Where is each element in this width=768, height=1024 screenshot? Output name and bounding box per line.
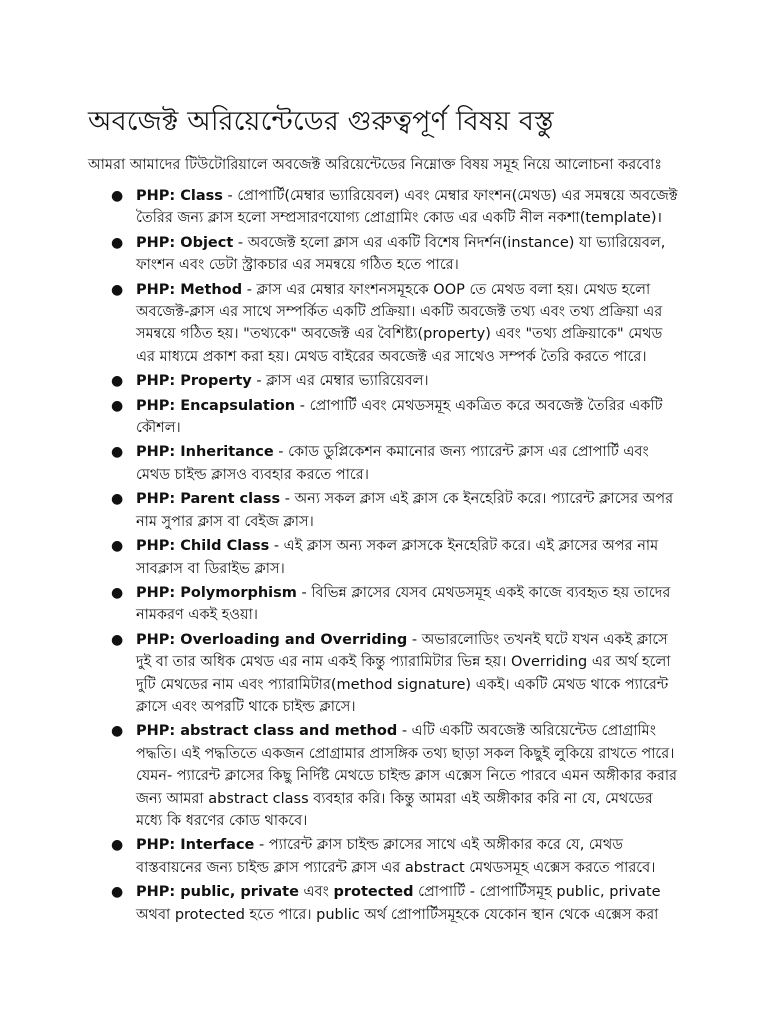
list-item-abstract-class xyxy=(88,720,682,832)
bullet-icon: ● xyxy=(111,281,124,298)
topic-term: PHP: abstract class and method xyxy=(136,723,398,740)
bullet-icon: ● xyxy=(111,631,124,648)
topic-description: - এটি একটি অবজেক্ট অরিয়েন্টেড প্রোগ্রামিং পদ্ধতি। এই পদ্ধতিতে একজন প্রোগ্রামার প্রাসঙ্গিক তথ্য ছাড়া সকল কিছুই লুকিয়ে রাখতে পারে। যেমন- প্যারেন্ট ক্লাসের কিছু নির্দিষ্ট মেথডে চাইল্ড ক্লাস এক্সেস নিতে পারবে এমন অঙ্গীকার করার জন্য আমরা abstract class ব্যবহার করি। কিন্তু আমরা এই অঙ্গীকার করি না যে, মেথডের মধ্যে কি ধরণের কোড থাকবে। xyxy=(136,723,678,829)
bullet-icon: ● xyxy=(111,491,124,508)
topic-term-secondary: protected xyxy=(333,884,414,901)
bullet-icon: ● xyxy=(111,188,124,204)
topic-term: PHP: Encapsulation xyxy=(136,397,296,414)
list-item-interface xyxy=(88,834,682,879)
topic-description: - অবজেক্ট হলো ক্লাস এর একটি বিশেষ নিদর্শন(instance) যা ভ্যারিয়েবল, ফাংশন এবং ডেটা স্ট্রাকচার এর সমন্বয়ে গঠিত হতে পারে। xyxy=(136,234,666,274)
bullet-icon: ● xyxy=(111,837,124,854)
bullet-icon: ● xyxy=(111,723,124,740)
topic-term: PHP: Interface xyxy=(136,837,255,854)
topic-term: PHP: Overloading and Overriding xyxy=(136,631,408,648)
bullet-icon: ● xyxy=(111,444,124,461)
topic-term: PHP: Child Class xyxy=(136,538,270,555)
topic-term: PHP: Parent class xyxy=(136,491,281,508)
list-item-property xyxy=(88,370,682,392)
list-item-parent-class xyxy=(88,488,682,533)
bullet-icon: ● xyxy=(111,538,124,555)
topic-term: PHP: Class xyxy=(136,188,223,204)
list-item-polymorphism xyxy=(88,582,682,627)
list-item-object xyxy=(88,232,682,277)
bullet-icon: ● xyxy=(111,584,124,601)
topic-description: - অভারলোডিং তখনই ঘটে যখন একই ক্লাসে দুই বা তার অধিক মেথড এর নাম একই কিন্তু প্যারামিটার ভিন্ন হয়। Overriding এর অর্থ হলো দুটি মেথডের নাম এবং প্যারামিটার(method signature) একই। একটি মেথড থাকে প্যারেন্ট ক্লাসে এবং অপরটি থাকে চাইল্ড ক্লাসে। xyxy=(136,631,671,715)
list-item-access-modifiers xyxy=(88,881,682,926)
bullet-icon: ● xyxy=(111,884,124,901)
topic-term: PHP: Method xyxy=(136,281,243,298)
topic-term: PHP: Object xyxy=(136,234,234,251)
topic-term: PHP: Property xyxy=(136,373,252,390)
topic-description: - প্রোপার্টি(মেম্বার ভ্যারিয়েবল) এবং মেম্বার ফাংশন(মেথড) এর সমন্বয়ে অবজেক্ট তৈরির জন্য ক্লাস হলো সম্প্রসারণযোগ্য প্রোগ্রামিং কোড এর একটি নীল নকশা(template)। xyxy=(136,188,678,227)
topic-term: PHP: Polymorphism xyxy=(136,584,297,601)
topic-description: - প্রোপার্টি এবং মেথডসমূহ একত্রিত করে অবজেক্ট তৈরির একটি কৌশল। xyxy=(136,397,663,437)
bullet-icon: ● xyxy=(111,373,124,390)
list-item-class xyxy=(88,185,682,230)
topic-description: - বিভিন্ন ক্লাসের যেসব মেথডসমূহ একই কাজে ব্যবহৃত হয় তাদের নামকরণ একই হওয়া। xyxy=(136,584,671,624)
topic-description: - এই ক্লাস অন্য সকল ক্লাসকে ইনহেরিট করে। এই ক্লাসের অপর নাম সাবক্লাস বা ডিরাইভ ক্লাস। xyxy=(136,538,659,577)
topic-list xyxy=(88,185,682,926)
bullet-icon: ● xyxy=(111,234,124,251)
list-item-overloading-overriding xyxy=(88,629,682,719)
topic-description: প্রোপার্টি - প্রোপার্টিসমূহ public, private অথবা protected হতে পারে। public অর্থ প্রোপার্টিসমূহকে যেকোন স্থান থেকে এক্সেস করা xyxy=(136,884,661,923)
bullet-icon: ● xyxy=(111,397,124,414)
topic-description: - ক্লাস এর মেম্বার ভ্যারিয়েবল। xyxy=(251,373,429,390)
list-item-method xyxy=(88,279,682,369)
intro-paragraph: আমরা আমাদের টিউটোরিয়ালে অবজেক্ট অরিয়েন্টেডের নিম্নোক্ত বিষয় সমূহ নিয়ে আলোচনা করবোঃ xyxy=(88,157,663,173)
topic-description: - ক্লাস এর মেম্বার ফাংশনসমূহকে OOP তে মেথড বলা হয়। মেথড হলো অবজেক্ট-ক্লাস এর সাথে সম্পর্কিত একটি প্রক্রিয়া। একটি অবজেক্ট তথ্য এবং তথ্য প্রক্রিয়া এর সমন্বয়ে গঠিত হয়। "তথ্যকে" অবজেক্ট এর বৈশিষ্ট্য(property) এবং "তথ্য প্রক্রিয়াকে" মেথড এর মাধ্যমে প্রকাশ করা হয়। মেথড বাইরের অবজেক্ট এর সাথেও সম্পর্ক তৈরি করতে পারে। xyxy=(136,281,663,365)
topic-description: - প্যারেন্ট ক্লাস চাইল্ড ক্লাসের সাথে এই অঙ্গীকার করে যে, মেথড বাস্তবায়নের জন্য চাইল্ড ক্লাস প্যারেন্ট ক্লাস এর abstract মেথডসমূহ এক্সেস করতে পারবে। xyxy=(136,837,656,876)
topic-description: - অন্য সকল ক্লাস এই ক্লাস কে ইনহেরিট করে। প্যারেন্ট ক্লাসের অপর নাম সুপার ক্লাস বা বেইজ ক্লাস। xyxy=(136,491,674,530)
topic-term: PHP: Inheritance xyxy=(136,444,274,461)
topic-term: PHP: public, private xyxy=(136,884,299,901)
document-title: অবজেক্ট অরিয়েন্টেডের গুরুত্বপূর্ণ বিষয় বস্তু xyxy=(88,106,554,137)
list-item-child-class xyxy=(88,535,682,580)
topic-connector: এবং xyxy=(298,884,334,901)
list-item-encapsulation xyxy=(88,395,682,440)
topic-description: - কোড ডুপ্লিকেশন কমানোর জন্য প্যারেন্ট ক্লাস এর প্রোপার্টি এবং মেথড চাইল্ড ক্লাসও ব্যবহার করতে পারে। xyxy=(136,444,649,483)
list-item-inheritance xyxy=(88,441,682,486)
